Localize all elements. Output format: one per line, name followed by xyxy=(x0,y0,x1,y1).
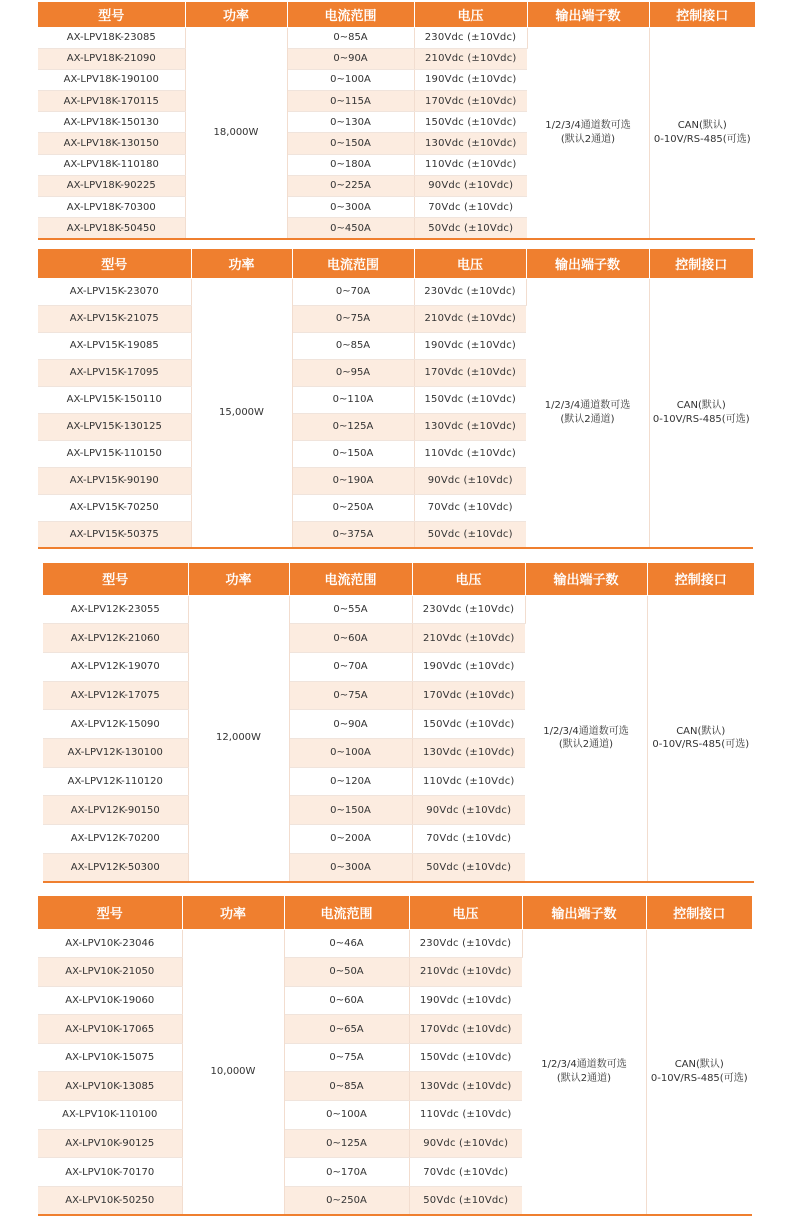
model-cell: AX-LPV10K-13085 xyxy=(38,1072,182,1101)
power-cell: 15,000W xyxy=(191,278,292,548)
current-cell: 0~150A xyxy=(292,440,414,467)
current-cell: 0~90A xyxy=(287,48,414,69)
voltage-cell: 150Vdc (±10Vdc) xyxy=(412,710,525,739)
voltage-cell: 50Vdc (±10Vdc) xyxy=(414,218,527,239)
model-cell: AX-LPV18K-70300 xyxy=(38,197,185,218)
current-cell: 0~125A xyxy=(292,413,414,440)
current-cell: 0~70A xyxy=(289,652,412,681)
current-header: 电流范围 xyxy=(289,563,412,595)
current-cell: 0~375A xyxy=(292,521,414,548)
model-header: 型号 xyxy=(43,563,188,595)
model-cell: AX-LPV10K-70170 xyxy=(38,1158,182,1187)
current-cell: 0~130A xyxy=(287,112,414,133)
current-cell: 0~120A xyxy=(289,767,412,796)
voltage-cell: 170Vdc (±10Vdc) xyxy=(414,359,526,386)
voltage-header: 电压 xyxy=(409,896,522,929)
current-cell: 0~85A xyxy=(284,1072,409,1101)
model-cell: AX-LPV12K-130100 xyxy=(43,738,188,767)
voltage-cell: 170Vdc (±10Vdc) xyxy=(409,1015,522,1044)
model-cell: AX-LPV15K-90190 xyxy=(38,467,191,494)
outputs-line: 1/2/3/4通道数可选 xyxy=(544,400,631,412)
spec-table xyxy=(38,2,755,240)
current-cell: 0~65A xyxy=(284,1015,409,1044)
current-header: 电流范围 xyxy=(287,2,414,27)
model-header: 型号 xyxy=(38,2,185,27)
current-cell: 0~50A xyxy=(284,958,409,987)
table-row xyxy=(38,27,755,48)
voltage-cell: 230Vdc (±10Vdc) xyxy=(409,929,522,958)
outputs-cell xyxy=(526,278,649,548)
model-cell: AX-LPV12K-19070 xyxy=(43,652,188,681)
current-cell: 0~125A xyxy=(284,1129,409,1158)
current-cell: 0~70A xyxy=(292,278,414,305)
voltage-cell: 170Vdc (±10Vdc) xyxy=(414,91,527,112)
outputs-header: 输出端子数 xyxy=(525,563,647,595)
current-cell: 0~46A xyxy=(284,929,409,958)
current-cell: 0~90A xyxy=(289,710,412,739)
model-cell: AX-LPV10K-19060 xyxy=(38,986,182,1015)
header-row xyxy=(38,2,755,27)
model-cell: AX-LPV10K-23046 xyxy=(38,929,182,958)
voltage-cell: 210Vdc (±10Vdc) xyxy=(414,305,526,332)
current-cell: 0~115A xyxy=(287,91,414,112)
model-cell: AX-LPV15K-150110 xyxy=(38,386,191,413)
table-row xyxy=(43,595,754,624)
voltage-cell: 70Vdc (±10Vdc) xyxy=(409,1158,522,1187)
current-cell: 0~250A xyxy=(292,494,414,521)
voltage-cell: 210Vdc (±10Vdc) xyxy=(412,624,525,653)
model-header: 型号 xyxy=(38,249,191,278)
voltage-cell: 130Vdc (±10Vdc) xyxy=(412,738,525,767)
spec-table xyxy=(43,563,754,883)
interface-line: CAN(默认) xyxy=(676,400,726,412)
model-cell: AX-LPV15K-110150 xyxy=(38,440,191,467)
voltage-cell: 150Vdc (±10Vdc) xyxy=(414,386,526,413)
current-cell: 0~100A xyxy=(287,69,414,90)
model-cell: AX-LPV10K-21050 xyxy=(38,958,182,987)
current-cell: 0~250A xyxy=(284,1186,409,1215)
interface-line: CAN(默认) xyxy=(676,725,726,737)
voltage-cell: 50Vdc (±10Vdc) xyxy=(414,521,526,548)
model-cell: AX-LPV10K-50250 xyxy=(38,1186,182,1215)
current-cell: 0~190A xyxy=(292,467,414,494)
voltage-cell: 190Vdc (±10Vdc) xyxy=(414,332,526,359)
voltage-cell: 90Vdc (±10Vdc) xyxy=(409,1129,522,1158)
model-cell: AX-LPV12K-110120 xyxy=(43,767,188,796)
current-header: 电流范围 xyxy=(292,249,414,278)
model-cell: AX-LPV12K-70200 xyxy=(43,825,188,854)
outputs-line: (默认2通道) xyxy=(560,133,616,145)
voltage-cell: 150Vdc (±10Vdc) xyxy=(409,1043,522,1072)
model-cell: AX-LPV10K-17065 xyxy=(38,1015,182,1044)
interface-header: 控制接口 xyxy=(649,249,753,278)
voltage-cell: 190Vdc (±10Vdc) xyxy=(412,652,525,681)
interface-cell xyxy=(646,929,752,1215)
model-cell: AX-LPV10K-90125 xyxy=(38,1129,182,1158)
model-cell: AX-LPV12K-90150 xyxy=(43,796,188,825)
voltage-cell: 190Vdc (±10Vdc) xyxy=(409,986,522,1015)
current-cell: 0~95A xyxy=(292,359,414,386)
outputs-cell xyxy=(527,27,649,239)
voltage-cell: 170Vdc (±10Vdc) xyxy=(412,681,525,710)
current-cell: 0~85A xyxy=(287,27,414,48)
current-cell: 0~150A xyxy=(289,796,412,825)
current-cell: 0~170A xyxy=(284,1158,409,1187)
model-cell: AX-LPV18K-130150 xyxy=(38,133,185,154)
current-cell: 0~110A xyxy=(292,386,414,413)
table-row xyxy=(38,278,753,305)
voltage-cell: 50Vdc (±10Vdc) xyxy=(412,853,525,882)
outputs-line: 1/2/3/4通道数可选 xyxy=(541,1059,627,1071)
spec-table xyxy=(38,249,753,549)
current-cell: 0~450A xyxy=(287,218,414,239)
voltage-cell: 110Vdc (±10Vdc) xyxy=(414,440,526,467)
table-row xyxy=(38,929,752,958)
model-cell: AX-LPV18K-21090 xyxy=(38,48,185,69)
voltage-cell: 70Vdc (±10Vdc) xyxy=(414,494,526,521)
model-cell: AX-LPV15K-70250 xyxy=(38,494,191,521)
voltage-cell: 190Vdc (±10Vdc) xyxy=(414,69,527,90)
power-header: 功率 xyxy=(191,249,292,278)
model-cell: AX-LPV15K-21075 xyxy=(38,305,191,332)
current-cell: 0~225A xyxy=(287,175,414,196)
current-cell: 0~150A xyxy=(287,133,414,154)
model-cell: AX-LPV12K-21060 xyxy=(43,624,188,653)
model-cell: AX-LPV18K-170115 xyxy=(38,91,185,112)
voltage-cell: 70Vdc (±10Vdc) xyxy=(412,825,525,854)
model-cell: AX-LPV15K-130125 xyxy=(38,413,191,440)
model-cell: AX-LPV18K-190100 xyxy=(38,69,185,90)
outputs-header: 输出端子数 xyxy=(527,2,649,27)
model-cell: AX-LPV10K-15075 xyxy=(38,1043,182,1072)
outputs-line: (默认2通道) xyxy=(560,413,615,425)
outputs-line: 1/2/3/4通道数可选 xyxy=(545,120,631,132)
voltage-cell: 230Vdc (±10Vdc) xyxy=(414,278,526,305)
interface-header: 控制接口 xyxy=(647,563,754,595)
current-cell: 0~300A xyxy=(287,197,414,218)
outputs-cell xyxy=(525,595,647,882)
power-cell: 18,000W xyxy=(185,27,287,239)
header-row xyxy=(38,896,752,929)
current-cell: 0~75A xyxy=(292,305,414,332)
outputs-line: (默认2通道) xyxy=(558,739,614,751)
voltage-cell: 150Vdc (±10Vdc) xyxy=(414,112,527,133)
interface-line: 0-10V/RS-485(可选) xyxy=(650,1072,748,1084)
outputs-line: 1/2/3/4通道数可选 xyxy=(543,725,629,737)
outputs-header: 输出端子数 xyxy=(522,896,646,929)
voltage-cell: 50Vdc (±10Vdc) xyxy=(409,1186,522,1215)
model-cell: AX-LPV12K-23055 xyxy=(43,595,188,624)
model-cell: AX-LPV10K-110100 xyxy=(38,1101,182,1130)
voltage-header: 电压 xyxy=(414,249,526,278)
current-cell: 0~85A xyxy=(292,332,414,359)
power-cell: 12,000W xyxy=(188,595,289,882)
power-cell: 10,000W xyxy=(182,929,284,1215)
interface-line: 0-10V/RS-485(可选) xyxy=(653,133,751,145)
current-cell: 0~60A xyxy=(284,986,409,1015)
current-cell: 0~75A xyxy=(289,681,412,710)
voltage-cell: 230Vdc (±10Vdc) xyxy=(412,595,525,624)
voltage-cell: 70Vdc (±10Vdc) xyxy=(414,197,527,218)
current-cell: 0~75A xyxy=(284,1043,409,1072)
current-cell: 0~60A xyxy=(289,624,412,653)
outputs-header: 输出端子数 xyxy=(526,249,649,278)
interface-header: 控制接口 xyxy=(646,896,752,929)
voltage-cell: 130Vdc (±10Vdc) xyxy=(414,413,526,440)
model-cell: AX-LPV18K-150130 xyxy=(38,112,185,133)
model-cell: AX-LPV15K-19085 xyxy=(38,332,191,359)
model-cell: AX-LPV18K-50450 xyxy=(38,218,185,239)
voltage-cell: 110Vdc (±10Vdc) xyxy=(412,767,525,796)
interface-line: 0-10V/RS-485(可选) xyxy=(652,739,750,751)
model-cell: AX-LPV12K-15090 xyxy=(43,710,188,739)
interface-cell xyxy=(647,595,754,882)
interface-line: CAN(默认) xyxy=(674,1059,724,1071)
current-cell: 0~300A xyxy=(289,853,412,882)
voltage-cell: 210Vdc (±10Vdc) xyxy=(414,48,527,69)
voltage-cell: 130Vdc (±10Vdc) xyxy=(414,133,527,154)
voltage-cell: 90Vdc (±10Vdc) xyxy=(412,796,525,825)
voltage-cell: 210Vdc (±10Vdc) xyxy=(409,958,522,987)
power-header: 功率 xyxy=(182,896,284,929)
current-cell: 0~100A xyxy=(284,1101,409,1130)
outputs-line: (默认2通道) xyxy=(556,1072,612,1084)
current-cell: 0~55A xyxy=(289,595,412,624)
model-header: 型号 xyxy=(38,896,182,929)
interface-line: 0-10V/RS-485(可选) xyxy=(652,413,750,425)
interface-header: 控制接口 xyxy=(649,2,755,27)
spec-table xyxy=(38,896,752,1216)
voltage-cell: 230Vdc (±10Vdc) xyxy=(414,27,527,48)
voltage-cell: 110Vdc (±10Vdc) xyxy=(414,154,527,175)
current-cell: 0~200A xyxy=(289,825,412,854)
model-cell: AX-LPV18K-23085 xyxy=(38,27,185,48)
model-cell: AX-LPV15K-23070 xyxy=(38,278,191,305)
model-cell: AX-LPV12K-50300 xyxy=(43,853,188,882)
model-cell: AX-LPV15K-17095 xyxy=(38,359,191,386)
voltage-header: 电压 xyxy=(414,2,527,27)
header-row xyxy=(43,563,754,595)
model-cell: AX-LPV12K-17075 xyxy=(43,681,188,710)
current-cell: 0~100A xyxy=(289,738,412,767)
interface-cell xyxy=(649,27,755,239)
model-cell: AX-LPV18K-90225 xyxy=(38,175,185,196)
header-row xyxy=(38,249,753,278)
current-header: 电流范围 xyxy=(284,896,409,929)
power-header: 功率 xyxy=(188,563,289,595)
voltage-cell: 90Vdc (±10Vdc) xyxy=(414,175,527,196)
voltage-cell: 90Vdc (±10Vdc) xyxy=(414,467,526,494)
current-cell: 0~180A xyxy=(287,154,414,175)
power-header: 功率 xyxy=(185,2,287,27)
interface-cell xyxy=(649,278,753,548)
voltage-header: 电压 xyxy=(412,563,525,595)
voltage-cell: 110Vdc (±10Vdc) xyxy=(409,1101,522,1130)
model-cell: AX-LPV15K-50375 xyxy=(38,521,191,548)
outputs-cell xyxy=(522,929,646,1215)
interface-line: CAN(默认) xyxy=(677,120,727,132)
model-cell: AX-LPV18K-110180 xyxy=(38,154,185,175)
voltage-cell: 130Vdc (±10Vdc) xyxy=(409,1072,522,1101)
